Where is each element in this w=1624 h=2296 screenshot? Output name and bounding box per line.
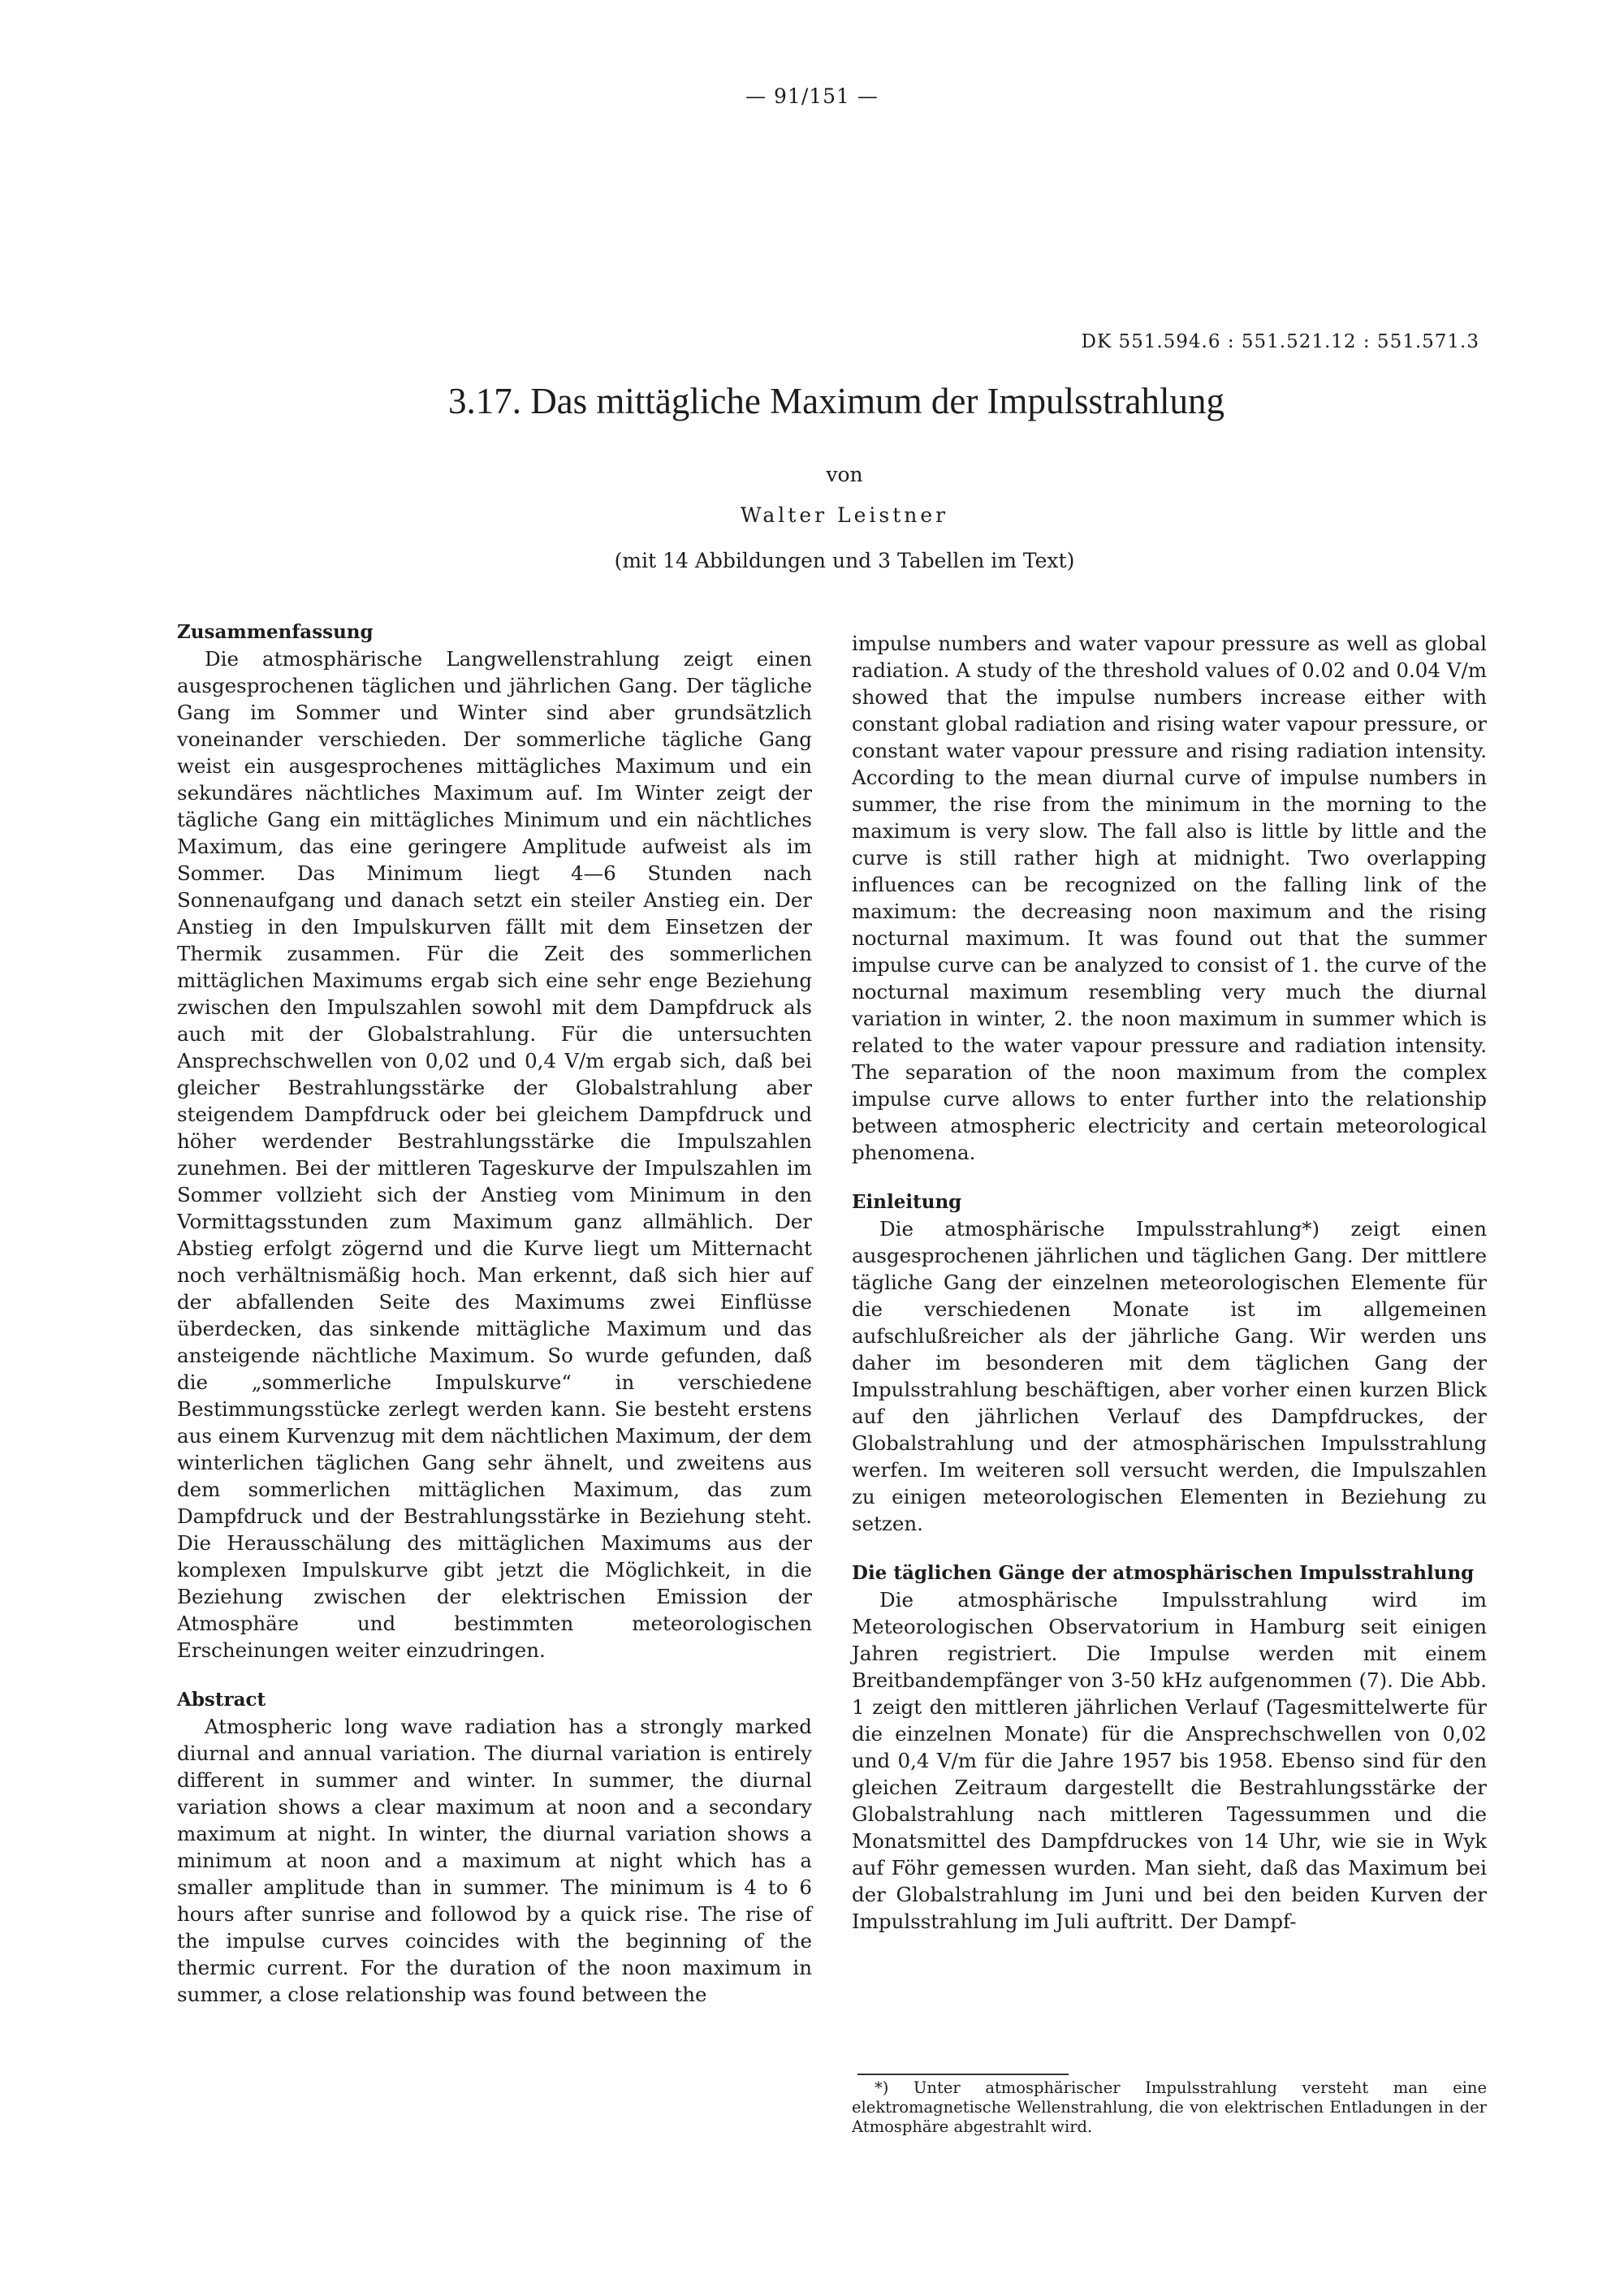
abstract-heading: Abstract xyxy=(177,1689,266,1711)
author-name: Walter Leistner xyxy=(740,503,949,527)
zusammenfassung-heading: Zusammenfassung xyxy=(177,621,374,643)
right-column xyxy=(852,630,1487,1935)
left-column xyxy=(177,619,812,2008)
abstract-text-part2: impulse numbers and water vapour pressure as well as global radiation. A study of the threshold values of 0.02 and 0.04 V/m showed that the impulse numbers increase either with constant global radiation and rising water vapour pressure, or constant water vapour pressure and rising radiation intensity. According to the mean diurnal curve of impulse numbers in summer, the rise from the minimum in the morning to the maximum is very slow. The fall also is little by little and the curve is still rather high at midnight. Two overlapping influences can be recognized on the falling link of the maximum: the decreasing noon maximum and the rising nocturnal maximum. It was found out that the summer impulse curve can be analyzed to consist of 1. the curve of the nocturnal maximum resembling very much the diurnal variation in winter, 2. the noon maximum in summer which is related to the water vapour pressure and radiation intensity. The separation of the noon maximum from the complex impulse curve allows to enter further into the relationship between atmospheric electricity and certain meteorological phenomena. xyxy=(852,632,1487,1164)
einleitung-text: Die atmosphärische Impulsstrahlung*) zeigt einen ausgesprochenen jährlichen und täglichen Gang. Der mittlere tägliche Gang der einzelnen meteorologischen Elemente für die verschiedenen Monate ist im allgemeinen aufschlußreicher als der jährliche Gang. Wir werden uns daher im besonderen mit dem täglichen Gang der Impulsstrahlung beschäftigen, aber vorher einen kurzen Blick auf den jährlichen Verlauf des Dampfdruckes, der Globalstrahlung und der atmosphärischen Impulsstrahlung werfen. Im weiteren soll versucht werden, die Impulszahlen zu einigen meteorologischen Elementen in Beziehung zu setzen. xyxy=(852,1217,1487,1535)
footnote-rule xyxy=(857,2074,1069,2075)
footnote: *) Unter atmosphärischer Impulsstrahlung versteht man eine elektromagnetische Wellenstrahlung, die von elektrischen Entladungen in der Atmosphäre abgestrahlt wird. xyxy=(852,2078,1487,2136)
taegliche-gaenge-heading: Die täglichen Gänge der atmosphärischen Impulsstrahlung xyxy=(852,1562,1475,1584)
subtitle-note: (mit 14 Abbildungen und 3 Tabellen im Text) xyxy=(614,549,1075,572)
abstract-text-part1: Atmospheric long wave radiation has a strongly marked diurnal and annual variation. The diurnal variation is entirely different in summer and winter. In summer, the diurnal variation shows a clear maximum at noon and a secondary maximum at night. In winter, the diurnal variation shows a minimum at noon and a maximum at night which has a smaller amplitude than in summer. The minimum is 4 to 6 hours after sunrise and followod by a quick rise. The rise of the impulse curves coincides with the beginning of the thermic current. For the duration of the noon maximum in summer, a close relationship was found between the xyxy=(177,1715,812,2006)
byline-von: von xyxy=(826,463,863,486)
page-number: — 91/151 — xyxy=(745,84,879,108)
zusammenfassung-text: Die atmosphärische Langwellenstrahlung zeigt einen ausgesprochenen täglichen und jährlichen Gang. Der tägliche Gang im Sommer und Winter sind aber grundsätzlich voneinander verschieden. Der sommerliche tägliche Gang weist ein ausgesprochenes mittägliches Maximum und ein sekundäres nächtliches Maximum auf. Im Winter zeigt der tägliche Gang ein mittägliches Minimum und ein nächtliches Maximum, das eine geringere Amplitude aufweist als im Sommer. Das Minimum liegt 4—6 Stunden nach Sonnenaufgang und danach setzt ein steiler Anstieg ein. Der Anstieg in den Impulskurven fällt mit dem Einsetzen der Thermik zusammen. Für die Zeit des sommerlichen mittäglichen Maximums ergab sich eine sehr enge Beziehung zwischen den Impulszahlen sowohl mit dem Dampfdruck als auch mit der Globalstrahlung. Für die untersuchten Ansprechschwellen von 0,02 und 0,4 V/m ergab sich, daß bei gleicher Bestrahlungsstärke der Globalstrahlung aber steigendem Dampfdruck oder bei gleichem Dampfdruck und höher werdender Bestrahlungsstärke die Impulszahlen zunehmen. Bei der mittleren Tageskurve der Impulszahlen im Sommer vollzieht sich der Anstieg vom Minimum in den Vormittagsstunden zum Maximum ganz allmählich. Der Abstieg erfolgt zögernd und die Kurve liegt um Mitternacht noch verhältnismäßig hoch. Man erkennt, daß sich hier auf der abfallenden Seite des Maximums zwei Einflüsse überdecken, das sinkende mittägliche Maximum und das ansteigende nächtliche Maximum. So wurde gefunden, daß die „sommerliche Impulskurve“ in verschiedene Bestimmungsstücke zerlegt werden kann. Sie besteht erstens aus einem Kurvenzug mit dem nächtlichen Maximum, der dem winterlichen täglichen Gang sehr ähnelt, und zweitens aus dem sommerlichen mittäglichen Maximum, das zum Dampfdruck und der Bestrahlungsstärke in Beziehung steht. Die Herausschälung des mittäglichen Maximums aus der komplexen Impulskurve gibt jetzt die Möglichkeit, in die Beziehung zwischen der elektrischen Emission der Atmosphäre und bestimmten meteorologischen Erscheinungen weiter einzudringen. xyxy=(177,647,812,1662)
einleitung-heading: Einleitung xyxy=(852,1191,962,1213)
dk-classification: DK 551.594.6 : 551.521.12 : 551.571.3 xyxy=(1081,331,1479,352)
taegliche-gaenge-text: Die atmosphärische Impulsstrahlung wird im Meteorologischen Observatorium in Hamburg seit einigen Jahren registriert. Die Impulse werden mit einem Breitbandempfänger von 3-50 kHz aufgenommen (7). Die Abb. 1 zeigt den mittleren jährlichen Verlauf (Tagesmittelwerte für die einzelnen Monate) für die Ansprechschwellen von 0,02 und 0,4 V/m für die Jahre 1957 bis 1958. Ebenso sind für den gleichen Zeitraum dargestellt die Bestrahlungsstärke der Globalstrahlung nach mittleren Tagessummen und die Monatsmittel des Dampfdruckes von 14 Uhr, wie sie in Wyk auf Föhr gemessen wurden. Man sieht, daß das Maximum bei der Globalstrahlung im Juni und bei den beiden Kurven der Impulsstrahlung im Juli auftritt. Der Dampf- xyxy=(852,1588,1487,1933)
article-title: 3.17. Das mittägliche Maximum der Impulsstrahlung xyxy=(447,381,1225,421)
